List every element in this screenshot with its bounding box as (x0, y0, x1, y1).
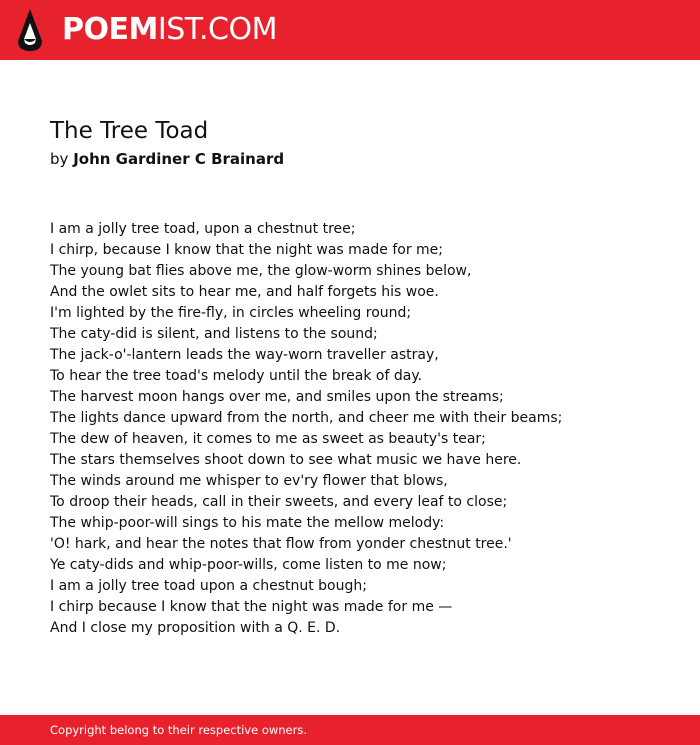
poem-line: The harvest moon hangs over me, and smiles upon the streams; (50, 389, 504, 405)
logo-bold-text: POEM (62, 12, 158, 47)
poem-line: The winds around me whisper to ev'ry flower that blows, (50, 473, 448, 489)
poem-line: To hear the tree toad's melody until the break of day. (50, 368, 423, 384)
by-label: by (50, 150, 69, 168)
site-footer (0, 715, 700, 745)
byline (50, 149, 284, 169)
poem-line: And the owlet sits to hear me, and half forgets his woe. (50, 284, 439, 300)
site-logo[interactable] (62, 12, 277, 48)
poem-line: Ye caty-dids and whip-poor-wills, come listen to me now; (50, 557, 447, 573)
poem-line: I am a jolly tree toad upon a chestnut bough; (50, 578, 367, 594)
poem-line: 'O! hark, and hear the notes that flow from yonder chestnut tree.' (50, 536, 512, 552)
poem-line: To droop their heads, call in their sweets, and every leaf to close; (50, 494, 508, 510)
poem-line: The stars themselves shoot down to see what music we have here. (50, 452, 522, 468)
poem-line: The young bat flies above me, the glow-worm shines below, (50, 263, 472, 279)
poem-line: The jack-o'-lantern leads the way-worn traveller astray, (50, 347, 439, 363)
poem-line: I chirp, because I know that the night was made for me; (50, 242, 443, 258)
pencil-tip-icon[interactable] (18, 9, 42, 51)
poem-title: The Tree Toad (50, 118, 209, 144)
author-name[interactable]: John Gardiner C Brainard (73, 150, 285, 168)
poem-line: The caty-did is silent, and listens to the sound; (50, 326, 378, 342)
poem-line: The dew of heaven, it comes to me as sweet as beauty's tear; (50, 431, 486, 447)
poem-line: And I close my proposition with a Q. E. D. (50, 620, 341, 636)
copyright-text: Copyright belong to their respective owners. (50, 723, 308, 737)
poem-body (50, 219, 670, 639)
poem-line: I chirp because I know that the night was made for me — (50, 599, 453, 615)
poem-line: The lights dance upward from the north, and cheer me with their beams; (50, 410, 563, 426)
logo-light-text: IST.COM (157, 12, 277, 47)
poem-line: I'm lighted by the fire-fly, in circles wheeling round; (50, 305, 412, 321)
poem-line: The whip-poor-will sings to his mate the mellow melody: (50, 515, 445, 531)
poem-line: I am a jolly tree toad, upon a chestnut tree; (50, 221, 356, 237)
site-header (0, 0, 700, 60)
